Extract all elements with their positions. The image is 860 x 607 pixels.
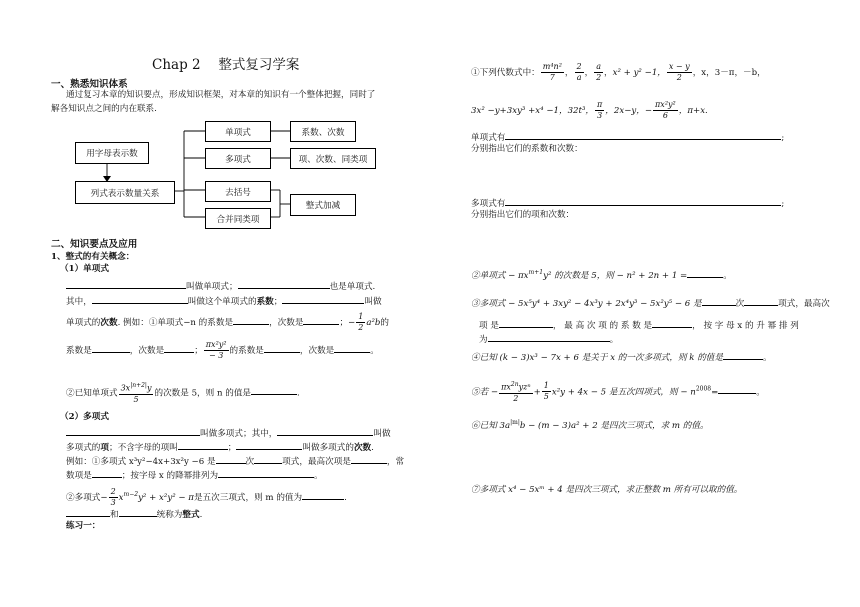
answer-blank[interactable] xyxy=(216,454,246,464)
answer-blank[interactable] xyxy=(236,440,302,450)
answer-blank[interactable] xyxy=(119,507,157,517)
diagram-expr-box: 列式表示数量关系 xyxy=(75,181,175,204)
monomial-def-line4: 系数是 ，次数是 ； $\frac{\text{πx²y²}}{- 3}$ 的系数是 ，次数是 。 xyxy=(66,340,379,360)
polynomial-def-line6: 和 统称为整式. xyxy=(66,507,202,521)
diagram-monomial-box: 单项式 xyxy=(205,121,271,142)
monomial-question-2: ②已知单项式 $\frac{3x^{|n+2|}y}{5}$ 的次数是 5，则 n 的值是 . xyxy=(66,382,300,404)
polynomial-def-line1: 叫做多项式；其中， 叫做 xyxy=(66,426,391,440)
answer-blank[interactable] xyxy=(499,318,553,328)
monomial-heading: （1）单项式 xyxy=(60,264,109,274)
subsection-1-heading: 1、整式的有关概念： xyxy=(51,252,135,262)
answer-blank[interactable] xyxy=(282,294,364,304)
fraction-pix2y2: $\frac{\text{πx²y²}}{- 3}$ xyxy=(205,340,227,360)
answer-blank[interactable] xyxy=(66,279,186,289)
answer-blank[interactable] xyxy=(66,507,110,517)
polynomials-list-line: 多项式有 ; xyxy=(471,196,784,210)
diagram-polynomial-box: 多项式 xyxy=(205,148,271,169)
answer-blank[interactable] xyxy=(264,343,300,353)
diagram-brackets-box: 去括号 xyxy=(205,181,271,202)
practice-label: 练习一： xyxy=(66,521,101,531)
monomials-list-line: 单项式有 ; xyxy=(471,130,784,144)
answer-blank[interactable] xyxy=(66,426,200,436)
fraction-half: $\frac{1}{2}$ xyxy=(358,312,364,332)
answer-blank[interactable] xyxy=(488,332,610,342)
question-3-line1: ③多项式 − 5x⁵y⁴ + 3xy² − 4x³y + 2x⁴y³ − 5x²y⁵ − 6 是 次 项式，最高次 xyxy=(471,296,830,310)
answer-blank[interactable] xyxy=(251,385,297,395)
diagram-combine-box: 合并同类项 xyxy=(205,208,271,229)
section-1-heading: 一、熟悉知识体系 xyxy=(51,79,128,90)
polynomial-heading: （2）多项式 xyxy=(60,412,109,422)
question-2: ②单项式 − $\pi x^{m+1}y^2$ 的次数是 5，则 − n² + 2n + 1 = 。 xyxy=(471,269,732,281)
answer-blank[interactable] xyxy=(218,468,314,478)
polynomial-def-line2: 多项式的项；不含字母的项叫 ； 叫做多项式的次数. xyxy=(66,440,374,454)
section-2-heading: 二、知识要点及应用 xyxy=(51,239,138,250)
polynomial-def-line4: 数项是 ；按字母 x 的降幂排列为 。 xyxy=(66,468,323,482)
answer-blank[interactable] xyxy=(178,440,228,450)
question-3-line3: 为 。 xyxy=(479,332,618,346)
diagram-coef-box: 系数、次数 xyxy=(290,121,356,142)
q1-expressions-row2: 3x² −y+3xy³ +x⁴ −1，32t³， $\frac{\pi}{3}$ ，2x−y，− $\frac{\text{πx²y²}}{6}$ ，π+x. xyxy=(471,100,708,120)
polynomials-ask: 分别指出它们的项和次数： xyxy=(471,210,575,220)
answer-blank[interactable] xyxy=(303,315,339,325)
polynomial-question-2: ②多项式− $\frac{2}{3}$ $x^{m-2}y^2 + x^2y^2 - \pi$是五次三项式，则 m 的值为 . xyxy=(66,487,347,507)
answer-blank[interactable] xyxy=(505,130,781,140)
answer-blank[interactable] xyxy=(254,454,282,464)
answer-blank[interactable] xyxy=(718,384,756,394)
section-1-intro-line1: 通过复习本章的知识要点，形成知识框架，对本章的知识有一个整体把握，同时了 xyxy=(66,90,376,100)
question-5: ⑤若 − $\frac{\pi x^{2n}yz^n}{2}$ + $\frac{1}{5}$ x²y + 4x − 5 是五次四项式，则 − $n^{2008}=$ 。 xyxy=(471,381,765,403)
answer-blank[interactable] xyxy=(334,343,370,353)
answer-blank[interactable] xyxy=(351,454,387,464)
monomial-def-line2: 其中， 叫做这个单项式的系数； 叫做 xyxy=(66,294,382,308)
answer-blank[interactable] xyxy=(92,294,188,304)
monomials-ask: 分别指出它们的系数和次数： xyxy=(471,144,583,154)
answer-blank[interactable] xyxy=(687,268,723,278)
page-title: Chap 2 整式复习学案 xyxy=(152,57,300,73)
answer-blank[interactable] xyxy=(702,296,736,306)
fraction-two-thirds: $\frac{2}{3}$ xyxy=(110,487,116,507)
question-4: ④已知 (k − 3)x³ − 7x + 6 是关于 x 的一次多项式，则 k 的值是 。 xyxy=(471,350,772,364)
fraction-monomial: $\frac{3x^{|n+2|}y}{5}$ xyxy=(120,382,152,404)
answer-blank[interactable] xyxy=(233,315,269,325)
answer-blank[interactable] xyxy=(92,343,130,353)
answer-blank[interactable] xyxy=(723,350,763,360)
monomial-def-line1: 叫做单项式； 也是单项式. xyxy=(66,279,375,293)
polynomial-def-line3: 例如：①多项式 x³y²−4x+3x²y −6 是 次 项式，最高次项是 ，常 xyxy=(66,454,404,468)
answer-blank[interactable] xyxy=(92,468,122,478)
q1-expressions-row1: ①下列代数式中： $\frac{\text{m⁴n²}}{7}$ ， $\frac{2}{a}$ ， $\frac{a}{2}$ ，x² + y² −1， $\frac{x - y}{2}$ ，x，3－π，－b， xyxy=(471,62,766,82)
section-1-intro-line2: 解各知识点之间的内在联系. xyxy=(51,104,157,114)
answer-blank[interactable] xyxy=(277,426,373,436)
question-6: ⑥已知 $3a^{|m|}b - (m - 3)a^2 + 2$ 是四次三项式，求 m 的值。 xyxy=(471,419,709,431)
answer-blank[interactable] xyxy=(302,490,344,500)
answer-blank[interactable] xyxy=(238,279,330,289)
answer-blank[interactable] xyxy=(652,318,692,328)
answer-blank[interactable] xyxy=(744,296,778,306)
diagram-letters-box: 用字母表示数 xyxy=(75,142,149,164)
question-7: ⑦多项式 x⁴ − 5xᵐ + 4 是四次三项式，求正整数 m 所有可以取的值。 xyxy=(471,485,743,495)
question-3-line2: 项 是 ， 最 高 次 项 的 系 数 是 ， 按 字 母 x 的 升 幂 排 列 xyxy=(479,318,799,332)
answer-blank[interactable] xyxy=(505,196,781,206)
monomial-def-line3: 单项式的次数. 例如：①单项式−n 的系数是 ，次数是 ；− $\frac{1}{2}$ a²b的 xyxy=(66,312,390,332)
answer-blank[interactable] xyxy=(164,343,194,353)
diagram-addsub-box: 整式加减 xyxy=(290,194,356,216)
diagram-terms-box: 项、次数、同类项 xyxy=(290,148,376,169)
